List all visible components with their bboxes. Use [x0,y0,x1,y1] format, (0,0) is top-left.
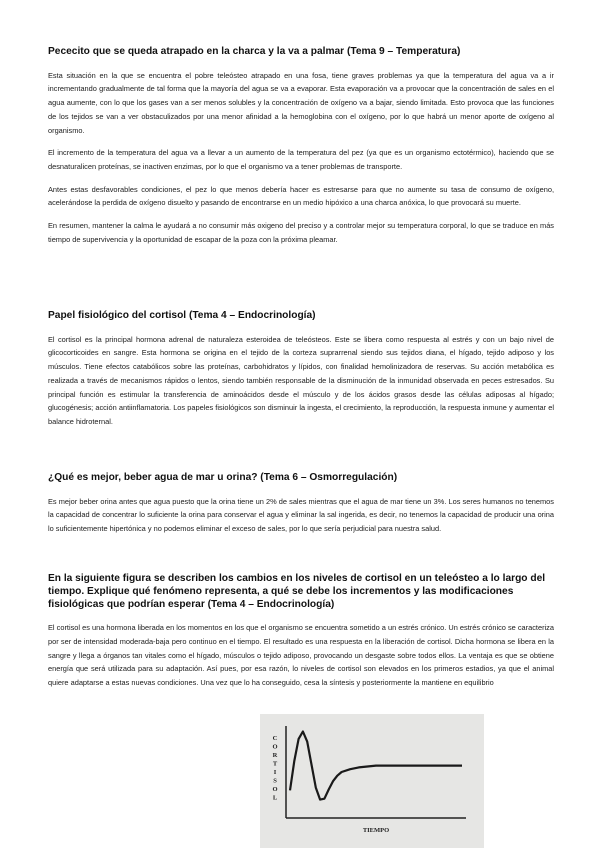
section-cortisol-role [48,310,554,438]
section-cortisol-figure [48,573,554,699]
y-axis-label-text: C O R T I S O L [272,735,278,802]
y-axis-label [272,735,277,802]
cortisol-figure [260,714,484,848]
section-osmoregulation [48,472,554,545]
paragraph: El incremento de la temperatura del agua va a llevar a un aumento de la temperatura del pez (ya que es un organismo ectotérmico), haciendo que se desnaturalicen proteínas, se inactiven enzimas, por lo que el organismo va a tener problemas de transporte. [48,148,554,171]
section-title: Pececito que se queda atrapado en la charca y la va a palmar (Tema 9 – Temperatura) [48,46,461,57]
x-axis-label: TIEMPO [362,827,390,834]
paragraph: Antes estas desfavorables condiciones, el pez lo que menos debería hacer es estresarse para que no aumente su tasa de consumo de oxígeno, acelerándose la perdida de oxígeno disuelto y pasando de encontrarse en un medio hipóxico a una charca anóxica, lo que provocará su muerte. [48,184,554,208]
cortisol-series-line [290,732,462,800]
paragraph: El cortisol es la principal hormona adrenal de naturaleza esteroidea de teleósteos. Este se libera como respuesta al estrés y con un bajo nivel de glicocorticoides en sangre. Esta hormona se origina en el tejido de la corteza suprarrenal siendo sus tejidos diana, el hígado, tejido adiposo y los músculos. Tiene efectos catabólicos sobre las proteínas, carbohidratos y lípidos, con finalidad hemolinizadora de reservas. Su acción metabólica es realizada a través de mecanismos rápidos o lentos, siendo también responsable de la disminución de la inmunidad observada en peces estresados. Su principal función es estimular la transferencia de aminoácidos desde el músculo y de los ácidos grasos desde las células adiposas al hígado; glucogénesis; acción antiinflamatoria. Los papeles fisiológicos son disminuir la ingesta, el crecimiento, la reproducción, la respuesta inmune y aumentar el balance hidroternal. [48,334,554,426]
paragraph: En resumen, mantener la calma le ayudará a no consumir más oxigeno del preciso y a controlar mejor su temperatura corporal, lo que se traduce en más tiempo de supervivencia y la oportunidad de escapar de la poza con la próxima pleamar. [48,221,554,244]
paragraph: Es mejor beber orina antes que agua puesto que la orina tiene un 2% de sales mientras que el agua de mar tiene un 3%. Los seres humanos no tenemos la capacidad de concentrar lo suficiente la orina para conservar el agua y eliminar la sal ingerida, es decir, no tenemos la capacidad de producir una orina lo suficientemente hipertónica y no podemos eliminar el exceso de sales, por lo que sería perjudicial para nuestra salud. [48,496,554,534]
section-title: ¿Qué es mejor, beber agua de mar u orina? (Tema 6 – Osmorregulación) [48,472,398,483]
section-temperature [48,46,554,255]
paragraph: Esta situación en la que se encuentra el pobre teleósteo atrapado en una fosa, tiene graves problemas ya que la temperatura del agua va a ir incrementando gradualmente de tal forma que la mayoría del agua se va a evaporar. Esta evaporación va a provocar que la concentración de sales en el agua aumente, con lo que los gases van a ser menos solubles y la concentración de oxígeno va a bajar, siendo limitada. Esto provoca que las funciones de los tejidos se van a ver obstaculizados por una menor afinidad a la hemoglobina con el oxígeno, por lo que habrá un menor aporte de oxígeno al organismo. [48,70,554,135]
section-title: En la siguiente figura se describen los cambios en los niveles de cortisol en un teleósteo a lo largo del tiempo. Explique qué fenómeno representa, a qué se debe los incrementos y las modificaciones fisiológicas que podrían esperar (Tema 4 – Endocrinología) [48,573,546,610]
section-title: Papel fisiológico del cortisol (Tema 4 – Endocrinología) [48,310,316,321]
paragraph: El cortisol es una hormona liberada en los momentos en los que el organismo se encuentra sometido a un estrés crónico. Un estrés crónico se caracteriza por ser de intensidad moderada-baja pero continuo en el tiempo. El resultado es una respuesta en la liberación de cortisol. Dicha hormona se libera en la sangre y llega a órganos tan vitales como el hígado, músculos o tejido adiposo, provocando un desgaste sobre todos ellos. La ventaja es que se obtiene energía que será utilizada para su adaptación. Así pues, por esa razón, lo niveles de cortisol son elevados en los primeros estadios, ya que el animal quiere adaptarse a estas nuevas condiciones. Una vez que lo ha conseguido, cesa la síntesis y posteriormente la mantiene en equilibrio [48,623,554,688]
cortisol-chart [260,714,484,848]
